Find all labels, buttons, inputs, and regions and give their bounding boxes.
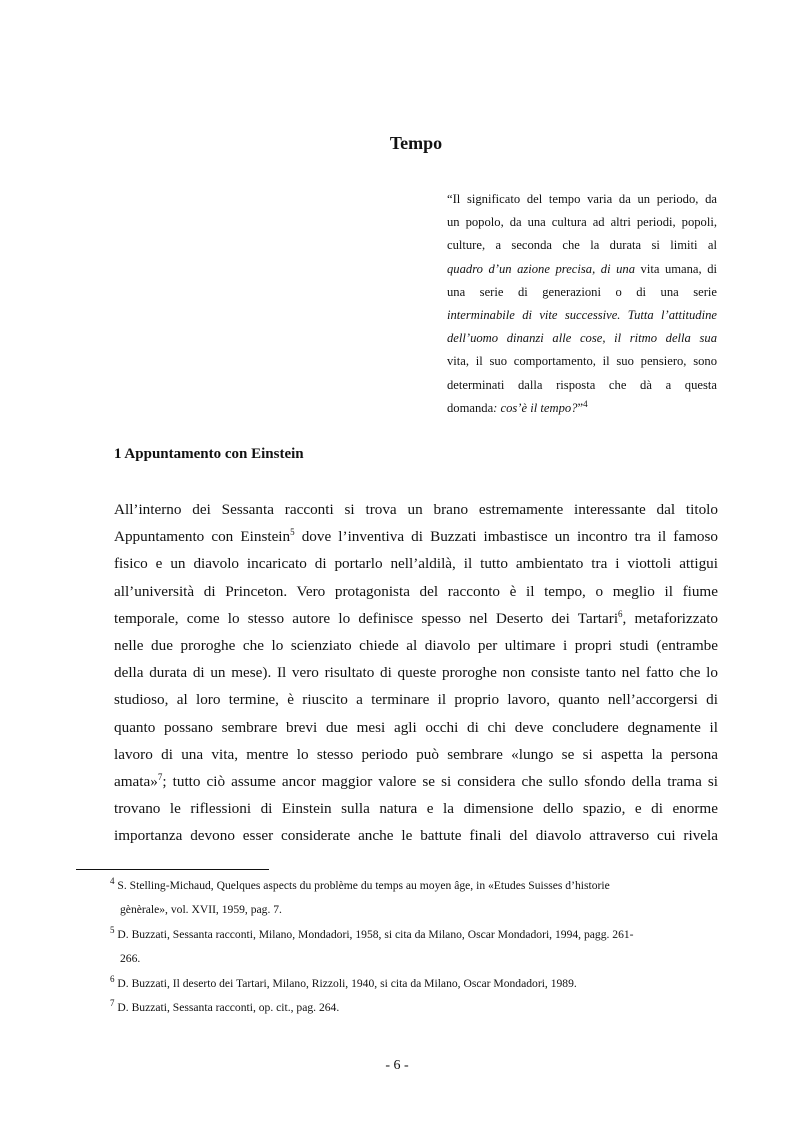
body-line: all’università di Princeton. Vero protagonista del racconto è il tempo, o meglio il fiume <box>114 582 718 600</box>
body-line: fisico e un diavolo incaricato di portarlo nell’aldilà, il tutto ambientato tra i viottoli attigui <box>114 555 718 573</box>
epigraph-italic: interminabile di vite successive. Tutta l’attitudine <box>447 308 717 323</box>
body-line: lavoro di una vita, mentre lo stesso periodo può sembrare «lungo se si aspetta la persona <box>114 745 718 763</box>
body-text: amata» <box>114 773 158 791</box>
footnote-text: S. Stelling-Michaud, Quelques aspects du problème du temps au moyen âge, in «Etudes Suisses d’historie <box>117 879 610 892</box>
epigraph-line <box>447 327 717 350</box>
epigraph-italic: : cos’è il tempo? <box>493 400 578 415</box>
epigraph-italic: quadro d’un azione precisa, di una <box>447 261 635 276</box>
epigraph-line: una serie di generazioni o di una serie <box>447 284 717 299</box>
footnote-ref-7[interactable]: 7 <box>157 771 163 782</box>
footnote-text: D. Buzzati, Il deserto dei Tartari, Milano, Rizzoli, 1940, si cita da Milano, Oscar Mondadori, 1989. <box>117 976 577 990</box>
footnote-ref-4[interactable]: 4 <box>583 398 588 409</box>
footnote-ref-5[interactable]: 5 <box>290 527 295 538</box>
footnote-5 <box>110 923 720 947</box>
body-line <box>114 523 718 550</box>
epigraph-line: culture, a seconda che la durata si limiti al <box>447 238 717 253</box>
footnote-text: D. Buzzati, Sessanta racconti, Milano, Mondadori, 1958, si cita da Milano, Oscar Mondadori, 1994, pagg. 261- <box>117 927 634 941</box>
footnote-7 <box>110 996 720 1020</box>
epigraph-text: vita umana, di <box>635 261 717 276</box>
epigraph-line: un popolo, da una cultura ad altri periodi, popoli, <box>447 215 717 230</box>
epigraph-quote <box>447 188 717 420</box>
body-line: trovano le riflessioni di Einstein sulla natura e la dimensione dello spazio, e di enorme <box>114 800 718 818</box>
footnote-4 <box>110 874 720 898</box>
page-number: - 6 - <box>385 1058 409 1073</box>
body-line: All’interno dei Sessanta racconti si trova un brano estremamente interessante dal titolo <box>114 501 718 518</box>
page-title: Tempo <box>389 133 443 153</box>
epigraph-line <box>447 258 717 281</box>
epigraph-text: domanda <box>447 400 494 415</box>
body-paragraph <box>114 496 718 850</box>
footnote-number: 7 <box>110 998 115 1009</box>
body-line: nelle due proroghe che lo scienziato chiede al diavolo per ultimare i propri studi (entrambe <box>114 637 718 655</box>
section-heading: 1 Appuntamento con Einstein <box>114 446 304 462</box>
body-line: importanza devono esser considerate anche le battute finali del diavolo attraverso cui rivela <box>114 827 718 845</box>
epigraph-line: vita, il suo comportamento, il suo pensiero, sono <box>447 354 717 369</box>
body-text: , metaforizzato <box>622 609 719 627</box>
epigraph-line <box>447 397 717 420</box>
body-text: temporale, come lo stesso autore lo definisce spesso nel Deserto dei Tartari <box>114 609 619 627</box>
body-text: Appuntamento con Einstein <box>114 528 291 546</box>
footnote-4-cont: gènèrale», vol. XVII, 1959, pag. 7. <box>120 903 282 917</box>
footnotes <box>110 874 720 1020</box>
footnote-number: 5 <box>110 924 115 935</box>
body-line: studioso, al loro termine, è riuscito a terminare il proprio lavoro, quanto nell’accorgersi di <box>114 691 718 709</box>
footnote-number: 6 <box>110 973 115 984</box>
footnote-5-cont: 266. <box>120 952 141 966</box>
epigraph-line: determinati dalla risposta che dà a questa <box>447 377 717 392</box>
epigraph-line: “Il significato del tempo varia da un periodo, da <box>447 192 717 206</box>
footnote-divider <box>76 869 269 870</box>
body-line: quanto possano sembrare brevi due mesi agli occhi di chi deve concludere degnamente il <box>114 718 718 736</box>
body-text: dove l’inventiva di Buzzati imbastisce un incontro tra il famoso <box>294 528 718 546</box>
body-line <box>114 605 718 632</box>
body-line: della durata di un mese). Il vero risultato di queste proroghe non consiste tanto nel fatto che lo <box>114 664 718 682</box>
body-line <box>114 768 718 795</box>
epigraph-line <box>447 304 717 327</box>
footnote-number: 4 <box>110 876 115 887</box>
epigraph-italic: dell’uomo dinanzi alle cose, il ritmo della sua <box>447 331 717 346</box>
epigraph-text: ” <box>577 400 584 415</box>
footnote-text: D. Buzzati, Sessanta racconti, op. cit., pag. 264. <box>117 1001 340 1015</box>
body-text: ; tutto ciò assume ancor maggior valore se si considera che sullo sfondo della trama si <box>162 773 718 791</box>
footnote-6 <box>110 972 720 996</box>
footnote-ref-6[interactable]: 6 <box>618 608 623 619</box>
